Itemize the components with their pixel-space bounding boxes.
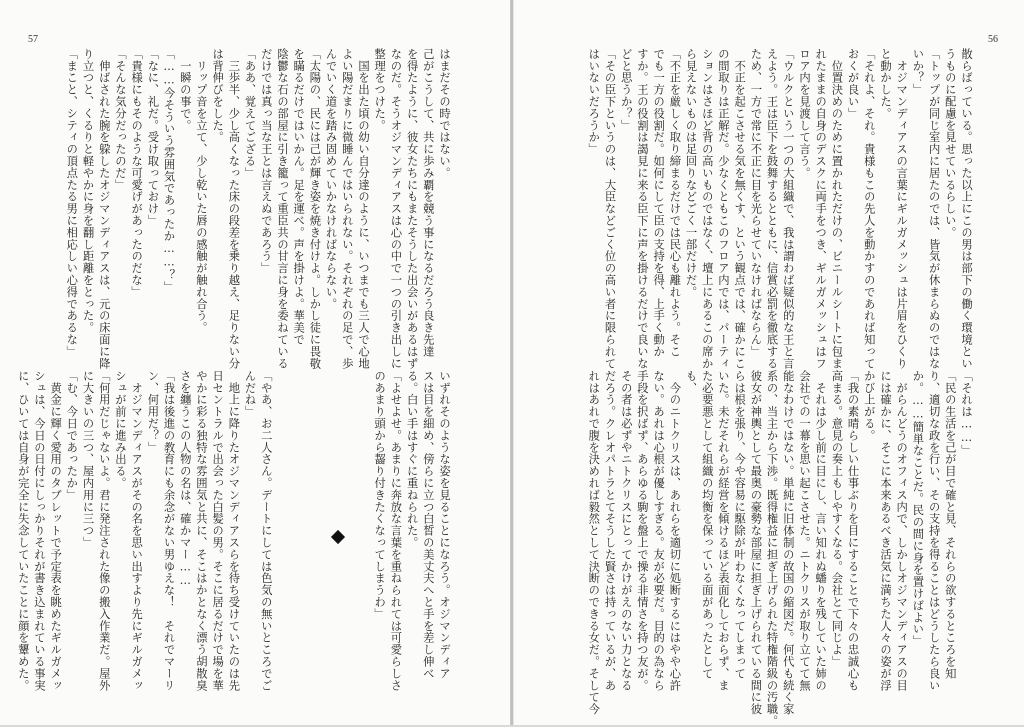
text-line: 「む、今日であったか」 [65,370,79,501]
text-line: シュは、今日の日付にしっかりそれが書き込まれている事実 [32,370,46,692]
text-line: 「まこと、シティの頂点たる男に相応しい心得であるな」 [65,48,79,358]
text-line: 不正を起こさせる気を無くす、という観点では、確かにこ [733,48,747,370]
text-line: 「何用だじゃないよ。君に発注された像の搬入作業だ。屋外 [97,370,111,692]
text-line: 己がこうして、共に歩み覇を競う事になるだろう良き先達 [421,48,435,358]
text-line: オジマンディアスがその名を思い出すより先にギルガメッ [130,370,144,692]
text-line: ため、一方で常に不正に目を光らせていなければならん」 [749,48,763,358]
text-line: ら見えないものは足回りなどごく一部だけだ。 [684,48,698,298]
text-line: た必要悪として組織の均衡を保っている面があったとして [700,370,714,680]
text-line: 今のニトクリスは、あれらを適切に処断するにはやや心許 [668,370,682,692]
text-line: いずれそのような姿を見ることになろう。オジマンディア [438,370,451,680]
text-line: ションはさほど背の高いものではなく、壇上にあるこの席か [700,48,714,370]
text-line: 「貴様にもそのような可愛げがあったのだな」 [130,48,144,298]
text-line: 高まる。意見の奏上もしやすくなる。会社とて同じよ」 [830,370,844,668]
text-line: 「それよ、それ。貴様もこの先人を動かすのであれば知って [862,48,876,370]
text-line: を得たように、彼女たちにもまたそうした出会いがあるはず [405,48,419,370]
text-line [355,370,371,700]
text-line: 会社での一幕を思い起こさせた。ニトクリスが取り立てて無 [797,370,811,692]
text-line: 「その臣下というのは、大臣などごく位の高い者に限られて [603,48,617,370]
text-line: 手段を択ばず、あらゆる駒を盤上で操る非情さを持つ友が。 [635,370,649,692]
text-line: はまだその時ではない。 [438,48,451,179]
text-line [274,370,290,700]
text-line: 「不正を厳しく取り締まるだけでは民心も離れよう。そこ [668,48,682,358]
text-line: シュが前に進み出る。 [113,370,127,489]
text-line: 「太陽の、民には己が輝き姿を焼き付けよ。しかし徒に畏敬 [308,48,322,370]
text-line: は背伸びをした。 [211,48,225,144]
text-line [339,370,355,700]
text-line: かび上がる。 [862,370,876,442]
text-line: だけでは真っ当な王とは言えぬであろう」 [259,48,273,275]
text-line: 「民の生活を己が目で確と見、それらの欲するところを知 [943,370,957,680]
text-line: 「そんな気分だったのだ」 [113,48,127,191]
text-line: なのだ。そうオジマンディアスは心の中で一つの引き出しに [389,48,403,370]
text-line: に大きいの三つ、屋内用に三つ」 [81,370,95,549]
text-line [322,370,338,700]
text-line: 「トップが同じ室内に居たのでは、皆気が休まらぬのではな [927,48,941,370]
text-line: に、ひいては自身が完全に失念していたことに顔を顰めた。 [16,370,30,692]
text-line: どと思うか？」 [619,48,633,132]
text-line: んでいく道を踏み固めていかなければならない。 [324,48,338,310]
left-lower-text [16,370,452,700]
text-line: リップ音を立て、少し乾いた唇の感触が触れ合う。 [194,48,208,334]
text-line: ロア内を見渡して言う。 [797,48,811,179]
text-line: ン、何用だ？」 [146,370,160,454]
text-line: れたままの自身のデスクに両手をつき、ギルガメッシュはフ [814,48,828,370]
text-line: やかに彩る独特な雰囲気と共に、そこはかとなく漂う胡散臭 [194,370,208,692]
text-line: 陰鬱な石の部屋に引き籠って重臣共の甘言に身を委ねている [275,48,289,370]
text-line: いか？」 [911,48,925,96]
text-line: オジマンディアスの言葉にギルガメッシュは片眉をひくり [895,48,909,370]
page-number-left: 57 [28,34,38,45]
text-line: 「ウルクという一つの大組織で、我は謂わば疑似的な王と言 [781,48,795,370]
right-upper-text [554,48,974,370]
text-line: れはあれで腹を決めれば毅然として決断のできる女だ。そして今 [587,370,601,716]
text-line: うものに配慮を見せているらしい。 [943,48,957,239]
text-line: おくが良い」 [846,48,860,120]
text-line: その者は必ずやニトクリスにとってかけがえのない力となる [619,370,633,692]
text-line: 「やあ、お二人さん。デートにしては色気の無いところでご [259,370,273,692]
text-line: がらんどうのオフィス内で、しかしオジマンディアスの目 [895,370,909,692]
text-line: には確かに、そこに本来あるべき活気に満ちた人々の姿が浮 [878,370,892,692]
text-line: ない。あれは心根が優しすぎる。友が必要だ。目的の為なら [652,370,666,692]
text-line: 位置決めのために置かれただけの、ビニールシートに包ま [830,48,844,370]
text-line: と動かした。 [878,48,892,120]
text-line: はいないだろうか」 [587,48,601,156]
text-line: それは少し前に目にし、言い知れぬ蟠りを残していた姉の [814,370,828,692]
left-upper-text [32,48,452,370]
text-line: だろう。クレオパトラとてそうした賢さは持っているが、あ [603,370,617,692]
text-line: 黄金に輝く愛用のタブレットで予定表を眺めたギルガメッ [49,370,63,692]
text-line: すか。王の役割は謁見に来る臣下に声を掛けるだけで良いな [635,48,649,370]
text-line: えよう。王は臣下を鼓舞するとともに、信賞必罰を徹底する [765,48,779,370]
text-line: の間取りは正解だ。少なくともこのフロア内では、パーティ [716,48,730,370]
text-line: を瞞るだけではいかん。足を運べ。声を掛けよ。華美で [292,48,306,346]
text-line: でも一方の役割だ。如何にして臣の支持を得、上手く動か [652,48,666,358]
right-page [513,0,1024,725]
text-line: のあまり頭から齧り付きたくなってしまうわ」 [373,370,387,620]
text-line: 地上に降りたオジマンディアスらを待ち受けていたのは先 [227,370,241,692]
right-lower-text [554,370,974,727]
text-line: 「我は後進の教育にも余念がない男ゆえな！ それでマーリ [162,370,176,692]
left-page [0,0,511,725]
page-number-right: 56 [988,34,998,45]
text-line: か。……簡単なことだ。民の間に身を置けばよい」 [911,370,925,648]
text-line: 彼女が神輿として最奥の豪勢な部屋に担ぎ上げられている間に彼 [749,370,763,716]
text-line: さを纏うこの人物の名は、確かマー…… [178,370,192,588]
text-line: 「ああ、覚えてござる」 [243,48,257,179]
text-line: も、 [684,370,698,394]
text-line: いた。未だそれらが経営を傾けるほど表面化しておらず、ま [716,370,730,692]
text-line: んだね」 [243,370,257,418]
text-line: 能なわけではない。単純に旧体制の故国の縮図だ。何代も続く家 [781,370,795,716]
text-line: 「……今そういう雰囲気であったか……？」 [162,48,176,293]
text-line: スは目を細め、傍らに立つ白皙の美丈夫へと手を差し伸べ [421,370,435,680]
text-line: り、適切な政を行い、その支持を得ることはどうしたら良い [927,370,941,692]
text-line: 系の、当主から下渉。既得権益に担ぎ上げられた特権階級の汚職。 [765,370,779,727]
text-line: 国を出た頃の幼い自分達のように、いつまでも三人で心地 [356,48,370,370]
text-line [306,370,322,700]
text-line: 日セントラルで出会った白髪の男。そこに居るだけで場を華 [211,370,225,692]
text-line: 一瞬の事で。 [178,48,192,132]
text-line: 整理をつけた。 [373,48,387,132]
text-line [290,370,306,700]
text-line: 伸ばされた腕を躱したオジマンディアスは、元の床面に降 [97,48,111,370]
text-line: 三歩半、少し高くなった床の段差を乗り越え、足りない分 [227,48,241,370]
text-line: よい陽だまりに微睡んではいられない。それぞれの足で、歩 [340,48,354,370]
text-line: り立つと、くるりと軽やかに身を翻し距離をとった。 [81,48,95,334]
text-line: らは根を張り、今や容易に駆除が叶わなくなってしまって [733,370,747,680]
text-line: る。白い手はすぐに重ねられた。 [405,370,419,549]
text-line: 「なに、礼だ。受け取っておけ」 [146,48,160,227]
text-line: 「それは……」 [960,370,973,457]
text-line: 「我の素晴らしい仕事ぶりを目にすることで下々の忠誠心も [846,370,860,692]
text-line: 散らばっている。思った以上にこの男は部下の働く環境とい [960,48,973,370]
text-line: 「よせよせ。あまりに奔放な言葉を重ねられては可愛らしさ [389,370,403,692]
